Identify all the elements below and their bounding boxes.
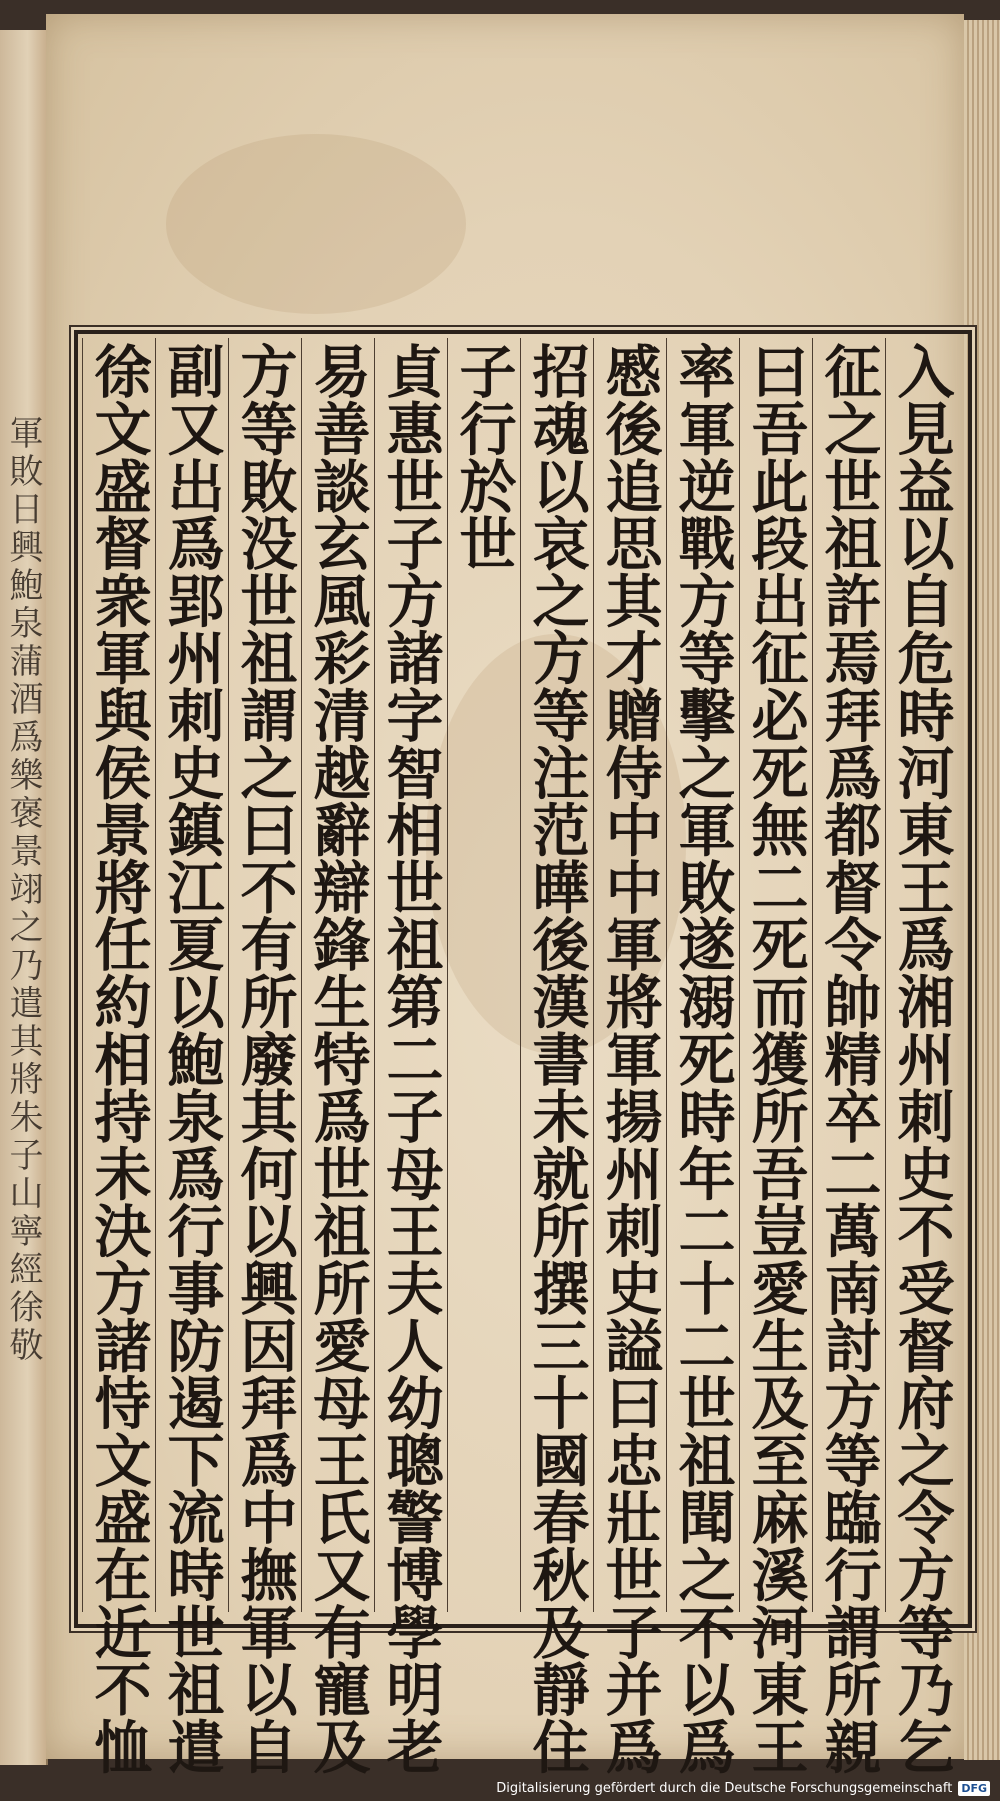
text-column <box>739 338 812 1775</box>
footer-credit: Digitalisierung gefördert durch die Deutsche Forschungsgemeinschaft <box>496 1780 953 1796</box>
text-columns <box>82 338 958 1775</box>
text-column <box>812 338 885 1775</box>
digitization-footer <box>496 1777 990 1799</box>
column-text: 貞惠世子方諸字智相世祖第二子母王夫人幼聰警博學明老 <box>377 342 444 1775</box>
column-text: 方等敗没世祖謂之曰不有所廢其何以興因拜爲中撫軍以自 <box>231 342 298 1775</box>
column-text: 率軍逆戰方等擊之軍敗遂溺死時年二十二世祖聞之不以爲 <box>669 342 736 1775</box>
column-text: 征之世祖許焉拜爲都督令帥精卒二萬南討方等臨行謂所親 <box>815 342 882 1775</box>
column-text: 曰吾此段出征必死無二死而獲所吾豈愛生及至麻溪河東王 <box>742 342 809 1775</box>
text-column <box>301 338 374 1775</box>
paper-stain <box>166 134 466 314</box>
column-text: 徐文盛督衆軍與侯景將任約相持未決方諸恃文盛在近不恤 <box>85 342 152 1775</box>
text-column <box>666 338 739 1775</box>
column-text: 易善談玄風彩清越辭辯鋒生特爲世祖所愛母王氏又有寵及 <box>304 342 371 1775</box>
column-text: 子行於世 <box>450 342 517 572</box>
text-column <box>520 338 593 1775</box>
text-column <box>155 338 228 1775</box>
column-text: 慼後追思其才贈侍中中軍將軍揚州刺史謚曰忠壯世子并爲 <box>596 342 663 1775</box>
text-column <box>374 338 447 1775</box>
text-column <box>82 338 155 1775</box>
column-text: 招魂以哀之方等注范曄後漢書未就所撰三十國春秋及靜住 <box>523 342 590 1775</box>
previous-page-text: 軍敗日興鮑泉蒲酒爲樂褒景翊之乃遣其將朱子山寧經徐敬 <box>3 415 43 1365</box>
text-column <box>228 338 301 1775</box>
text-column <box>447 338 520 1612</box>
column-text: 入見益以自危時河東王爲湘州刺史不受督府之令方等乃乞 <box>888 342 955 1775</box>
text-column <box>593 338 666 1775</box>
column-text: 副又出爲郢州刺史鎮江夏以鮑泉爲行事防遏下流時世祖遣 <box>158 342 225 1775</box>
text-column <box>885 338 958 1775</box>
dfg-logo-icon: DFG <box>958 1781 990 1796</box>
previous-page-sliver <box>0 30 48 1765</box>
